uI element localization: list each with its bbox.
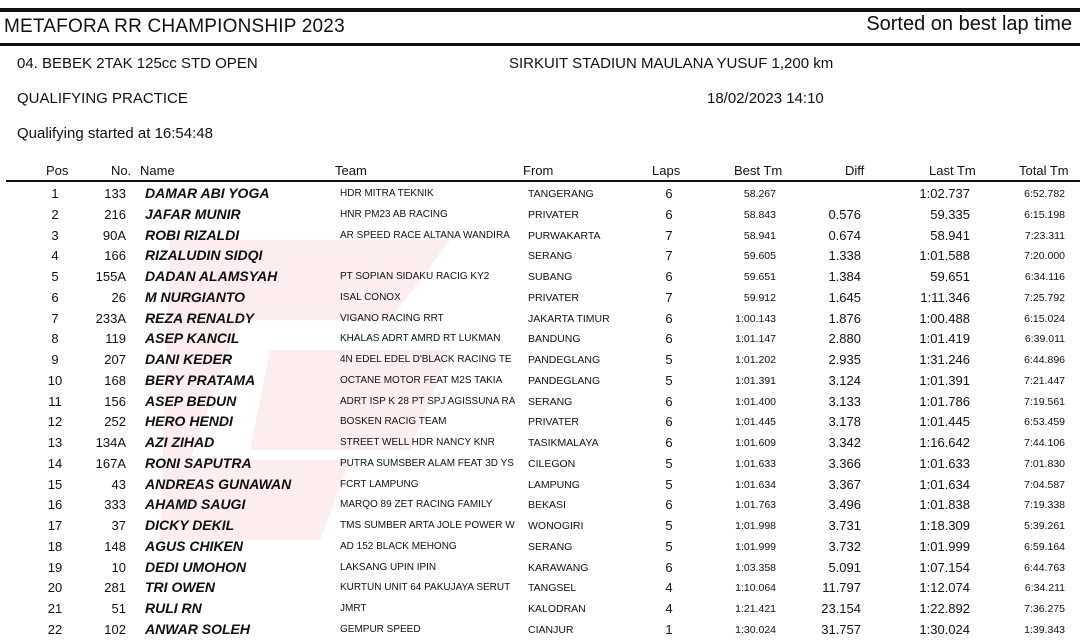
cell-last: 1:18.309 [919, 518, 970, 533]
cell-best: 1:01.634 [735, 478, 776, 491]
cell-last: 1:01.633 [919, 455, 970, 471]
cell-name: ANDREAS GUNAWAN [145, 475, 292, 492]
cell-no: 10 [111, 559, 126, 575]
cell-from: BEKASI [528, 499, 566, 512]
cell-best: 1:21.421 [735, 603, 776, 615]
header-rule [0, 43, 1080, 46]
cell-pos: 9 [51, 352, 59, 367]
cell-from: JAKARTA TIMUR [528, 312, 610, 325]
table-row [0, 349, 1080, 370]
cell-laps: 6 [665, 269, 673, 284]
cell-best: 1:01.998 [735, 520, 776, 532]
cell-laps: 6 [665, 559, 673, 575]
cell-diff: 3.342 [828, 435, 861, 450]
cell-total: 7:01.830 [1024, 457, 1065, 470]
cell-pos: 15 [47, 476, 63, 492]
cell-from: PURWAKARTA [528, 229, 601, 242]
cell-name: RIZALUDIN SIDQI [145, 247, 263, 264]
cell-from: WONOGIRI [528, 520, 584, 532]
cell-total: 6:39.011 [1024, 333, 1065, 346]
cell-total: 7:04.587 [1024, 478, 1065, 491]
cell-from: PRIVATER [528, 416, 579, 429]
cell-from: SERANG [528, 540, 573, 553]
col-last: Last Tm [929, 163, 976, 178]
cell-total: 7:23.311 [1024, 229, 1065, 242]
cell-pos: 12 [47, 414, 63, 430]
cell-last: 1:07.154 [919, 559, 970, 575]
cell-total: 5:39.261 [1024, 520, 1065, 532]
cell-name: M NURGIANTO [145, 288, 246, 305]
cell-name: AGUS CHIKEN [145, 537, 244, 554]
cell-best: 1:01.763 [735, 499, 776, 512]
cell-laps: 5 [665, 372, 673, 388]
cell-no: 134A [95, 435, 126, 450]
cell-last: 1:01.588 [919, 248, 970, 264]
cell-last: 1:01.838 [919, 497, 970, 513]
cell-name: DANI KEDER [145, 351, 233, 367]
cell-no: 333 [104, 497, 126, 513]
cell-from: LAMPUNG [528, 478, 580, 491]
cell-pos: 5 [51, 269, 59, 284]
table-row [0, 494, 1080, 515]
cell-best: 1:30.024 [735, 623, 776, 636]
col-diff: Diff [845, 163, 865, 178]
col-team: Team [335, 163, 367, 178]
table-row [0, 266, 1080, 287]
cell-name: ANWAR SOLEH [145, 620, 250, 637]
cell-laps: 7 [665, 289, 673, 305]
cell-diff: 3.366 [828, 455, 861, 471]
cell-diff: 2.935 [828, 352, 861, 367]
table-row [0, 391, 1080, 412]
cell-laps: 6 [665, 206, 673, 222]
cell-total: 6:53.459 [1024, 416, 1065, 429]
cell-last: 1:01.634 [919, 476, 970, 492]
col-laps: Laps [652, 163, 681, 178]
cell-no: 156 [104, 393, 126, 409]
cell-pos: 8 [51, 331, 59, 347]
cell-total: 7:19.338 [1024, 499, 1065, 512]
cell-best: 1:10.064 [735, 582, 776, 595]
cell-laps: 6 [665, 497, 673, 513]
col-pos: Pos [46, 163, 69, 178]
cell-name: ASEP BEDUN [145, 392, 237, 409]
cell-pos: 17 [47, 518, 63, 533]
cell-team: OCTANE MOTOR FEAT M2S TAKIA [340, 374, 503, 386]
cell-diff: 3.367 [828, 476, 861, 492]
col-from: From [523, 163, 554, 178]
top-rule [0, 8, 1080, 12]
session-start: Qualifying started at 16:54:48 [17, 125, 213, 142]
cell-pos: 3 [51, 227, 59, 243]
cell-no: 207 [104, 352, 126, 367]
cell-last: 1:00.488 [919, 310, 970, 326]
cell-team: LAKSANG UPIN IPIN [340, 561, 437, 573]
cell-team: PUTRA SUMSBER ALAM FEAT 3D YS [340, 457, 514, 469]
cell-pos: 1 [51, 186, 59, 201]
cell-team: KURTUN UNIT 64 PAKUJAYA SERUT [340, 582, 511, 594]
cell-no: 166 [104, 248, 126, 264]
cell-no: 102 [104, 621, 126, 637]
cell-name: AZI ZIHAD [145, 434, 215, 450]
cell-name: BERY PRATAMA [145, 371, 256, 388]
cell-name: REZA RENALDY [145, 309, 255, 326]
cell-name: TRI OWEN [145, 579, 215, 596]
cell-last: 58.941 [930, 227, 970, 243]
col-name: Name [140, 163, 175, 178]
cell-pos: 14 [47, 455, 63, 471]
table-row [0, 411, 1080, 432]
cell-team: AD 152 BLACK MEHONG [340, 540, 457, 552]
cell-total: 7:36.275 [1024, 603, 1065, 615]
cell-team: JMRT [340, 603, 367, 614]
cell-laps: 6 [665, 435, 673, 450]
cell-name: DICKY DEKIL [145, 517, 235, 533]
cell-laps: 7 [665, 227, 673, 243]
cell-pos: 13 [47, 435, 63, 450]
cell-best: 1:01.202 [735, 354, 776, 366]
cell-name: RULI RN [145, 600, 202, 616]
cell-pos: 2 [51, 206, 59, 222]
cell-from: CIANJUR [528, 623, 574, 636]
cell-laps: 6 [665, 186, 673, 201]
cell-best: 58.267 [743, 188, 776, 200]
cell-laps: 5 [665, 538, 673, 554]
cell-team: KHALAS ADRT AMRD RT LUKMAN [340, 333, 501, 345]
cell-from: SERANG [528, 250, 573, 263]
cell-total: 7:44.106 [1024, 437, 1065, 449]
cell-name: JAFAR MUNIR [145, 205, 241, 222]
cell-name: DAMAR ABI YOGA [145, 185, 270, 201]
cell-diff: 5.091 [828, 559, 861, 575]
cell-laps: 4 [665, 580, 673, 596]
table-header-rule [6, 180, 1080, 182]
cell-pos: 11 [48, 393, 62, 409]
cell-total: 6:34.211 [1024, 582, 1065, 595]
cell-from: PRIVATER [528, 208, 579, 221]
cell-best: 58.941 [743, 229, 776, 242]
cell-last: 1:01.419 [919, 331, 970, 347]
page-title: METAFORA RR CHAMPIONSHIP 2023 [4, 16, 345, 37]
cell-diff: 1.876 [828, 310, 861, 326]
table-row [0, 577, 1080, 598]
cell-diff: 23.154 [821, 601, 861, 616]
cell-no: 51 [111, 601, 126, 616]
cell-team: AR SPEED RACE ALTANA WANDIRA [340, 229, 510, 241]
cell-best: 1:01.147 [735, 333, 776, 346]
table-row [0, 225, 1080, 246]
cell-team: MARQO 89 ZET RACING FAMILY [340, 499, 493, 511]
cell-from: PRIVATER [528, 291, 579, 304]
cell-pos: 6 [51, 289, 59, 305]
cell-diff: 3.133 [828, 393, 861, 409]
cell-total: 7:21.447 [1024, 374, 1065, 387]
cell-total: 7:20.000 [1024, 250, 1065, 263]
cell-pos: 4 [51, 248, 59, 264]
cell-from: PANDEGLANG [528, 354, 601, 366]
cell-from: BANDUNG [528, 333, 581, 346]
session-name: QUALIFYING PRACTICE [17, 90, 188, 107]
cell-pos: 10 [47, 372, 63, 388]
table-row [0, 536, 1080, 557]
cell-from: KALODRAN [528, 603, 586, 615]
cell-diff: 3.124 [828, 372, 861, 388]
cell-no: 167A [95, 455, 126, 471]
cell-last: 59.651 [930, 269, 970, 284]
table-row [0, 598, 1080, 619]
cell-diff: 3.496 [828, 497, 861, 513]
cell-no: 119 [105, 331, 126, 347]
cell-best: 1:01.391 [735, 374, 776, 387]
table-row [0, 515, 1080, 536]
cell-diff: 1.338 [828, 248, 861, 264]
cell-from: SERANG [528, 395, 573, 408]
table-row [0, 204, 1080, 225]
cell-no: 37 [111, 518, 126, 533]
cell-pos: 19 [47, 559, 63, 575]
cell-laps: 1 [665, 621, 673, 637]
cell-laps: 4 [665, 601, 673, 616]
table-row [0, 453, 1080, 474]
cell-last: 1:11.346 [920, 289, 970, 305]
cell-diff: 11.797 [822, 580, 861, 596]
cell-last: 1:02.737 [919, 186, 970, 201]
cell-no: 43 [111, 476, 126, 492]
cell-total: 7:25.792 [1024, 291, 1065, 304]
cell-laps: 6 [665, 310, 673, 326]
col-best: Best Tm [734, 163, 783, 178]
cell-laps: 7 [665, 248, 673, 264]
table-row [0, 245, 1080, 266]
cell-laps: 6 [665, 331, 673, 347]
cell-team: BOSKEN RACIG TEAM [340, 416, 447, 428]
cell-best: 1:01.999 [735, 540, 776, 553]
cell-from: TANGERANG [528, 188, 594, 200]
cell-from: TANGSEL [528, 582, 577, 595]
cell-pos: 22 [47, 621, 63, 637]
cell-last: 1:12.074 [919, 580, 970, 596]
cell-from: TASIKMALAYA [528, 437, 599, 449]
cell-diff: 1.384 [828, 269, 861, 284]
cell-best: 1:01.633 [735, 457, 776, 470]
cell-diff: 3.731 [828, 518, 861, 533]
cell-team: PT SOPIAN SIDAKU RACIG KY2 [340, 271, 490, 282]
cell-team: GEMPUR SPEED [340, 623, 421, 635]
cell-diff: 0.576 [828, 206, 861, 222]
table-row [0, 619, 1080, 640]
col-total: Total Tm [1019, 163, 1069, 178]
cell-best: 1:03.358 [735, 561, 776, 574]
table-row [0, 287, 1080, 308]
cell-pos: 7 [51, 310, 59, 326]
cell-name: HERO HENDI [145, 413, 233, 430]
cell-last: 59.335 [930, 206, 970, 222]
cell-team: HDR MITRA TEKNIK [340, 188, 434, 199]
cell-total: 6:44.763 [1024, 561, 1065, 574]
cell-best: 1:01.400 [735, 395, 776, 408]
cell-no: 168 [104, 372, 126, 388]
table-row [0, 308, 1080, 329]
table-row [0, 183, 1080, 204]
cell-best: 1:00.143 [735, 312, 776, 325]
cell-name: DADAN ALAMSYAH [145, 268, 278, 284]
table-row [0, 370, 1080, 391]
cell-last: 1:01.391 [919, 372, 970, 388]
cell-best: 1:01.445 [735, 416, 776, 429]
cell-total: 6:52.782 [1024, 188, 1065, 200]
cell-name: AHAMD SAUGI [145, 496, 246, 513]
cell-diff: 31.757 [821, 621, 861, 637]
cell-total: 6:34.116 [1024, 271, 1065, 283]
cell-team: FCRT LAMPUNG [340, 478, 419, 490]
cell-name: RONI SAPUTRA [145, 454, 252, 471]
cell-last: 1:31.246 [919, 352, 970, 367]
cell-best: 1:01.609 [735, 437, 776, 449]
cell-name: ROBI RIZALDI [145, 226, 240, 243]
cell-team: ISAL CONOX [340, 291, 401, 303]
cell-team: 4N EDEL EDEL D'BLACK RACING TE [340, 354, 512, 365]
class-name: 04. BEBEK 2TAK 125cc STD OPEN [17, 55, 258, 72]
cell-diff: 3.732 [828, 538, 861, 554]
cell-last: 1:01.445 [919, 414, 970, 430]
cell-no: 90A [102, 227, 126, 243]
cell-no: 155A [95, 269, 126, 284]
cell-laps: 6 [665, 393, 673, 409]
cell-last: 1:22.892 [919, 601, 970, 616]
cell-no: 133 [104, 186, 126, 201]
cell-diff: 2.880 [828, 331, 861, 347]
cell-from: CILEGON [528, 457, 576, 470]
cell-from: KARAWANG [528, 561, 589, 574]
cell-last: 1:01.999 [919, 538, 970, 554]
table-row [0, 432, 1080, 453]
cell-name: ASEP KANCIL [145, 330, 240, 347]
cell-best: 59.605 [743, 250, 776, 263]
cell-total: 6:15.198 [1024, 208, 1065, 221]
cell-team: VIGANO RACING RRT [340, 312, 444, 324]
circuit-name: SIRKUIT STADIUN MAULANA YUSUF 1,200 km [509, 55, 834, 72]
cell-name: DEDI UMOHON [145, 558, 247, 575]
table-row [0, 557, 1080, 578]
cell-team: TMS SUMBER ARTA JOLE POWER W [340, 520, 515, 531]
cell-total: 6:44.896 [1024, 354, 1065, 366]
cell-no: 216 [104, 206, 126, 222]
cell-laps: 5 [665, 352, 673, 367]
cell-last: 1:01.786 [919, 393, 970, 409]
cell-from: SUBANG [528, 271, 573, 283]
session-datetime: 18/02/2023 14:10 [707, 90, 824, 107]
cell-laps: 5 [665, 455, 673, 471]
cell-no: 148 [104, 538, 126, 554]
cell-last: 1:16.642 [919, 435, 970, 450]
cell-total: 6:15.024 [1024, 312, 1065, 325]
cell-pos: 18 [47, 538, 63, 554]
cell-pos: 20 [47, 580, 63, 596]
cell-best: 59.912 [743, 291, 776, 304]
cell-laps: 5 [665, 518, 673, 533]
cell-total: 6:59.164 [1024, 540, 1065, 553]
table-row [0, 474, 1080, 495]
cell-no: 26 [111, 289, 126, 305]
cell-diff: 1.645 [828, 289, 861, 305]
cell-total: 7:19.561 [1024, 395, 1065, 408]
cell-best: 59.651 [743, 271, 776, 283]
cell-total: 1:39.343 [1024, 623, 1065, 636]
table-row [0, 328, 1080, 349]
cell-no: 281 [104, 580, 126, 596]
cell-pos: 16 [47, 497, 63, 513]
cell-team: ADRT ISP K 28 PT SPJ AGISSUNA RA [340, 395, 515, 407]
cell-team: STREET WELL HDR NANCY KNR [340, 437, 495, 448]
cell-no: 233A [95, 310, 126, 326]
cell-laps: 6 [665, 414, 673, 430]
cell-no: 252 [104, 414, 126, 430]
cell-diff: 3.178 [828, 414, 861, 430]
cell-pos: 21 [47, 601, 63, 616]
cell-last: 1:30.024 [919, 621, 970, 637]
cell-team: HNR PM23 AB RACING [340, 208, 448, 220]
cell-from: PANDEGLANG [528, 374, 601, 387]
col-no: No. [111, 163, 132, 178]
cell-laps: 5 [665, 476, 673, 492]
cell-best: 58.843 [743, 208, 776, 221]
sort-label: Sorted on best lap time [866, 13, 1072, 35]
cell-diff: 0.674 [828, 227, 861, 243]
